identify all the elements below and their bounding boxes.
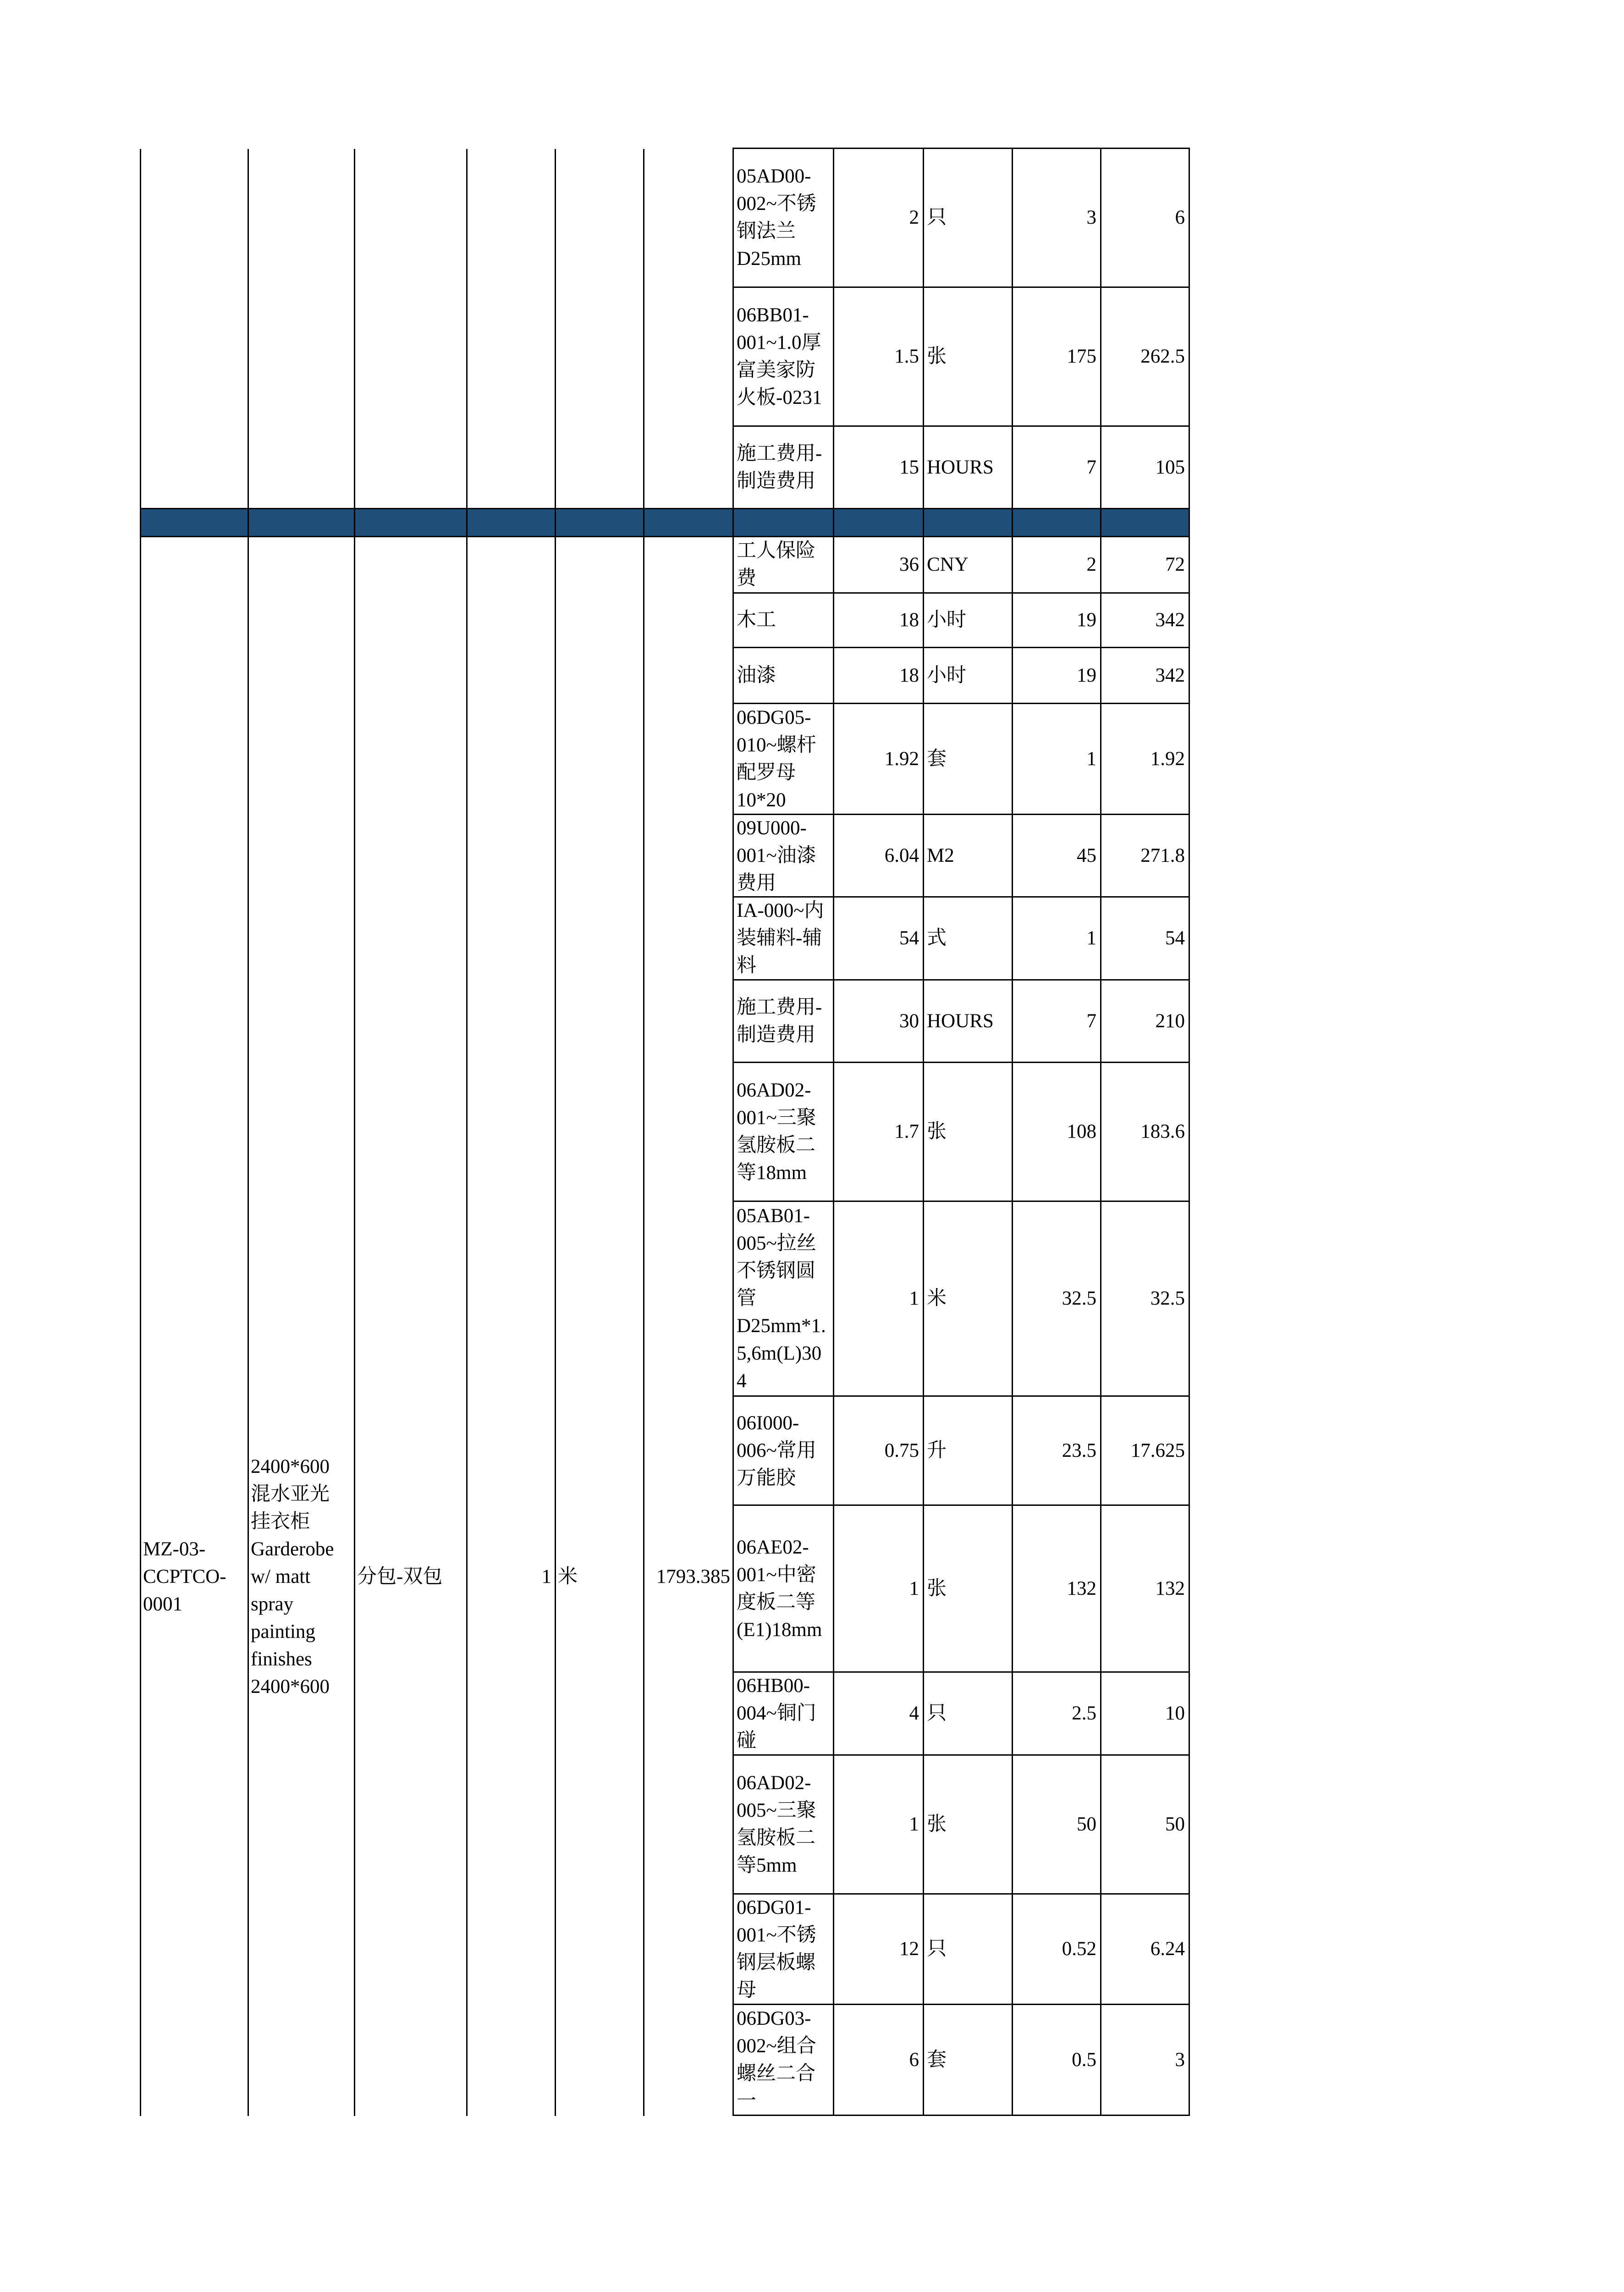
material-line-total: 54 — [1101, 898, 1190, 981]
material-unit: 套 — [924, 704, 1013, 815]
material-line-total: 271.8 — [1101, 815, 1190, 898]
material-unit: HOURS — [924, 427, 1013, 509]
material-description: 06HB00- 004~铜门 碰 — [734, 1673, 834, 1756]
material-line-total: 50 — [1101, 1756, 1190, 1895]
material-line-total: 183.6 — [1101, 1063, 1190, 1202]
material-unit: CNY — [924, 537, 1013, 594]
material-unit-price: 2.5 — [1013, 1673, 1101, 1756]
material-line-total: 6.24 — [1101, 1895, 1190, 2005]
material-description: 06I000- 006~常用 万能胶 — [734, 1397, 834, 1506]
column-divider — [466, 149, 468, 2116]
material-unit-price: 23.5 — [1013, 1397, 1101, 1506]
material-quantity: 1.7 — [834, 1063, 924, 1202]
material-line-total: 6 — [1101, 149, 1190, 288]
material-line-total: 17.625 — [1101, 1397, 1190, 1506]
material-unit-price: 108 — [1013, 1063, 1101, 1202]
material-quantity: 54 — [834, 898, 924, 981]
material-description: 施工费用- 制造费用 — [734, 981, 834, 1063]
material-line-total: 32.5 — [1101, 1202, 1190, 1397]
item-amount: 1793.385 — [656, 1566, 730, 1587]
section-band-cell — [1101, 509, 1190, 537]
material-unit-price: 19 — [1013, 648, 1101, 704]
material-line-total: 262.5 — [1101, 288, 1190, 427]
material-unit: 只 — [924, 1895, 1013, 2005]
material-quantity: 18 — [834, 594, 924, 648]
material-description: 06AE02- 001~中密 度板二等 (E1)18mm — [734, 1506, 834, 1673]
material-quantity: 15 — [834, 427, 924, 509]
material-quantity: 1 — [834, 1506, 924, 1673]
column-divider — [248, 149, 249, 2116]
material-line-total: 10 — [1101, 1673, 1190, 1756]
column-divider — [354, 149, 355, 2116]
material-unit: 小时 — [924, 648, 1013, 704]
material-unit-price: 7 — [1013, 427, 1101, 509]
material-unit: 张 — [924, 1063, 1013, 1202]
material-line-total: 210 — [1101, 981, 1190, 1063]
material-line-total: 72 — [1101, 537, 1190, 594]
material-unit: 米 — [924, 1202, 1013, 1397]
material-unit: 张 — [924, 1756, 1013, 1895]
material-unit-price: 50 — [1013, 1756, 1101, 1895]
section-band-cell — [734, 509, 834, 537]
material-description: 工人保险 费 — [734, 537, 834, 594]
material-unit-price: 2 — [1013, 537, 1101, 594]
section-band — [140, 508, 734, 537]
material-unit-price: 1 — [1013, 704, 1101, 815]
item-package: 分包-双包 — [357, 1566, 443, 1587]
material-quantity: 1 — [834, 1756, 924, 1895]
material-quantity: 2 — [834, 149, 924, 288]
material-line-total: 1.92 — [1101, 704, 1190, 815]
section-band-cell — [834, 509, 924, 537]
material-unit: 只 — [924, 1673, 1013, 1756]
material-unit-price: 19 — [1013, 594, 1101, 648]
column-divider — [140, 149, 141, 2116]
material-line-total: 132 — [1101, 1506, 1190, 1673]
item-quantity: 1 — [541, 1566, 551, 1587]
material-unit: 套 — [924, 2005, 1013, 2116]
material-quantity: 4 — [834, 1673, 924, 1756]
material-description: 油漆 — [734, 648, 834, 704]
material-quantity: 12 — [834, 1895, 924, 2005]
material-quantity: 1.92 — [834, 704, 924, 815]
material-unit-price: 132 — [1013, 1506, 1101, 1673]
material-unit: 只 — [924, 149, 1013, 288]
material-unit-price: 0.5 — [1013, 2005, 1101, 2116]
material-unit-price: 32.5 — [1013, 1202, 1101, 1397]
material-quantity: 6.04 — [834, 815, 924, 898]
material-quantity: 18 — [834, 648, 924, 704]
material-description: 05AB01- 005~拉丝 不锈钢圆 管 D25mm*1. 5,6m(L)30 4 — [734, 1202, 834, 1397]
material-unit-price: 3 — [1013, 149, 1101, 288]
section-band-cell — [1013, 509, 1101, 537]
material-unit: 张 — [924, 1506, 1013, 1673]
material-unit-price: 1 — [1013, 898, 1101, 981]
material-unit-price: 7 — [1013, 981, 1101, 1063]
section-band-cell — [924, 509, 1013, 537]
material-quantity: 1 — [834, 1202, 924, 1397]
material-description: 施工费用- 制造费用 — [734, 427, 834, 509]
material-line-total: 342 — [1101, 594, 1190, 648]
column-divider — [643, 149, 644, 2116]
material-description: 06BB01- 001~1.0厚 富美家防 火板-0231 — [734, 288, 834, 427]
material-unit-price: 0.52 — [1013, 1895, 1101, 2005]
column-divider — [555, 149, 556, 2116]
material-line-total: 105 — [1101, 427, 1190, 509]
material-table — [732, 148, 1190, 2116]
material-quantity: 36 — [834, 537, 924, 594]
material-description: 09U000- 001~油漆 费用 — [734, 815, 834, 898]
material-unit: 小时 — [924, 594, 1013, 648]
material-description: 06DG03- 002~组合 螺丝二合 一 — [734, 2005, 834, 2116]
material-quantity: 6 — [834, 2005, 924, 2116]
material-unit-price: 175 — [1013, 288, 1101, 427]
material-line-total: 3 — [1101, 2005, 1190, 2116]
material-unit: HOURS — [924, 981, 1013, 1063]
material-description: 06DG05- 010~螺杆 配罗母 10*20 — [734, 704, 834, 815]
material-description: 06AD02- 005~三聚 氢胺板二 等5mm — [734, 1756, 834, 1895]
material-unit: 张 — [924, 288, 1013, 427]
item-description: 2400*600 混水亚光 挂衣柜 Garderobe w/ matt spray painting finishes 2400*600 — [251, 1456, 334, 1697]
material-description: 05AD00- 002~不锈 钢法兰 D25mm — [734, 149, 834, 288]
material-unit: 升 — [924, 1397, 1013, 1506]
material-quantity: 1.5 — [834, 288, 924, 427]
material-unit-price: 45 — [1013, 815, 1101, 898]
material-unit: M2 — [924, 815, 1013, 898]
material-quantity: 0.75 — [834, 1397, 924, 1506]
material-description: 06DG01- 001~不锈 钢层板螺 母 — [734, 1895, 834, 2005]
material-description: 木工 — [734, 594, 834, 648]
material-quantity: 30 — [834, 981, 924, 1063]
material-description: 06AD02- 001~三聚 氢胺板二 等18mm — [734, 1063, 834, 1202]
item-unit: 米 — [558, 1566, 578, 1587]
material-unit: 式 — [924, 898, 1013, 981]
material-description: IA-000~内 装辅料-辅 料 — [734, 898, 834, 981]
item-code: MZ-03- CCPTCO- 0001 — [143, 1538, 226, 1615]
material-line-total: 342 — [1101, 648, 1190, 704]
